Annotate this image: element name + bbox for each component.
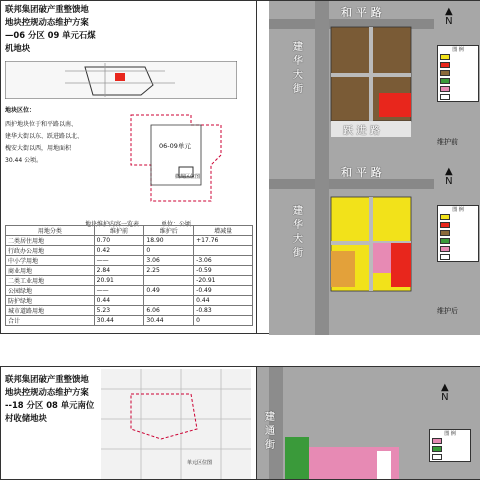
district-map-label: 06-09单元: [159, 142, 191, 150]
table-cell: 行政办公用地: [6, 246, 95, 256]
north-arrow-icon: ▲ N: [445, 6, 453, 27]
table-cell: 防护绿地: [6, 296, 95, 306]
table-cell: 6.06: [144, 306, 194, 316]
table-cell: 中小学用地: [6, 256, 95, 266]
table-cell: 合计: [6, 316, 95, 326]
location-text: 西护地块位于和平路以南、 建华大街以东、跃进路以北、 槐安大街以西，用地面积 30.44 公顷。: [5, 121, 84, 164]
table-cell: -0.49: [194, 286, 253, 296]
table-row: [6, 246, 253, 256]
table-unit: 单位：公顷: [161, 221, 192, 228]
map-after-road-left: 建 华 大 街: [293, 206, 303, 259]
legend-item: [440, 253, 478, 261]
table-header-cell: 维护前: [94, 226, 144, 236]
legend-item: [440, 93, 478, 101]
map-before-road-bottom: 跃 进 路: [343, 126, 380, 137]
table-cell: 商业用地: [6, 266, 95, 276]
north-arrow-icon: ▲ N: [441, 382, 449, 403]
site-marker: [115, 73, 125, 81]
table-cell: 公园绿地: [6, 286, 95, 296]
district-map: [121, 105, 251, 213]
legend-item: [440, 61, 478, 69]
legend-item: [440, 53, 478, 61]
sheet-1-maps-column: [257, 1, 479, 333]
table-cell: 城市道路用地: [6, 306, 95, 316]
legend-item: [432, 437, 470, 445]
legend-item: [440, 69, 478, 77]
table-header-cell: 维护后: [144, 226, 194, 236]
sheet-2-legend: [429, 429, 471, 462]
map-after-caption: 维护后: [437, 307, 458, 315]
table-cell: ——: [94, 256, 144, 266]
table-cell: 5.23: [94, 306, 144, 316]
table-cell: 3.06: [144, 256, 194, 266]
legend-title: 图 例: [452, 47, 464, 53]
table-header-cell: 增减量: [194, 226, 253, 236]
legend-item: [432, 445, 470, 453]
sheet-2-map-caption: 单元区位图: [187, 460, 213, 466]
table-cell: 0.70: [94, 236, 144, 246]
legend-item: [440, 77, 478, 85]
legend-item: [440, 229, 478, 237]
table-cell: 0.44: [194, 296, 253, 306]
map-after-legend: [437, 205, 479, 262]
table-row: [6, 306, 253, 316]
table-row: [6, 296, 253, 306]
table-row: [6, 266, 253, 276]
table-cell: 0.44: [94, 296, 144, 306]
table-cell: -3.06: [194, 256, 253, 266]
sheet-2-title: 联邦集团破产重整馈地 地块控规动态维护方案 --18 分区 08 单元南位 村收储地块: [5, 374, 95, 423]
map-before-caption: 维护前: [437, 138, 458, 146]
map-after: [269, 161, 479, 335]
legend-item: [440, 221, 478, 229]
sheet-2-road-left: 建 通 街: [265, 412, 275, 451]
location-heading: 地块区位：: [5, 107, 36, 114]
table-header-row: [6, 226, 253, 236]
district-map-caption: 微规区位图: [175, 174, 201, 180]
table-header-cell: 用地分类: [6, 226, 95, 236]
table-row: [6, 286, 253, 296]
table-cell: -0.59: [194, 266, 253, 276]
map-before-road-left: 建 华 大 街: [293, 42, 303, 95]
table-cell: 30.44: [94, 316, 144, 326]
table-cell: 30.44: [144, 316, 194, 326]
table-cell: 0: [194, 316, 253, 326]
sheet-2-info-column: [1, 367, 257, 479]
map-before-road-top: 和 平 路: [341, 6, 382, 19]
table-row: [6, 256, 253, 266]
table-cell: 2.84: [94, 266, 144, 276]
table-cell: [144, 296, 194, 306]
table-cell: -0.83: [194, 306, 253, 316]
sheet-2-maps-column: [257, 367, 479, 479]
sheet-1-title: 联邦集团破产重整馈地 地块控规动态维护方案 —06 分区 09 单元石煤 机地块: [5, 4, 96, 53]
legend-item: [440, 85, 478, 93]
map-after-road-top: 和 平 路: [341, 166, 382, 179]
table-cell: 0.49: [144, 286, 194, 296]
table-cell: 18.90: [144, 236, 194, 246]
table-cell: 0.42: [94, 246, 144, 256]
table-cell: [144, 276, 194, 286]
map-before: [269, 1, 479, 161]
legend-item: [440, 237, 478, 245]
north-arrow-icon: ▲ N: [445, 166, 453, 187]
table-cell: 二类居住用地: [6, 236, 95, 246]
table-cell: 二类工业用地: [6, 276, 95, 286]
map-before-legend: [437, 45, 479, 102]
legend-title: 图 例: [444, 431, 456, 437]
table-cell: +17.76: [194, 236, 253, 246]
legend-item: [432, 453, 470, 461]
legend-title: 图 例: [452, 207, 464, 213]
table-row: [6, 236, 253, 246]
table-cell: [194, 246, 253, 256]
legend-item: [440, 245, 478, 253]
table-row: [6, 276, 253, 286]
table-title: 地块维护内容一览表: [85, 221, 140, 228]
table-cell: -20.91: [194, 276, 253, 286]
overview-map: [5, 61, 237, 99]
maintenance-table: [5, 225, 253, 326]
table-cell: 0: [144, 246, 194, 256]
sheet-2-district-map: [101, 369, 251, 479]
legend-item: [440, 213, 478, 221]
sheet-1-info-column: [1, 1, 257, 333]
sheet-2: [0, 366, 480, 480]
table-cell: 20.91: [94, 276, 144, 286]
table-cell: ——: [94, 286, 144, 296]
table-row: [6, 316, 253, 326]
table-cell: 2.25: [144, 266, 194, 276]
